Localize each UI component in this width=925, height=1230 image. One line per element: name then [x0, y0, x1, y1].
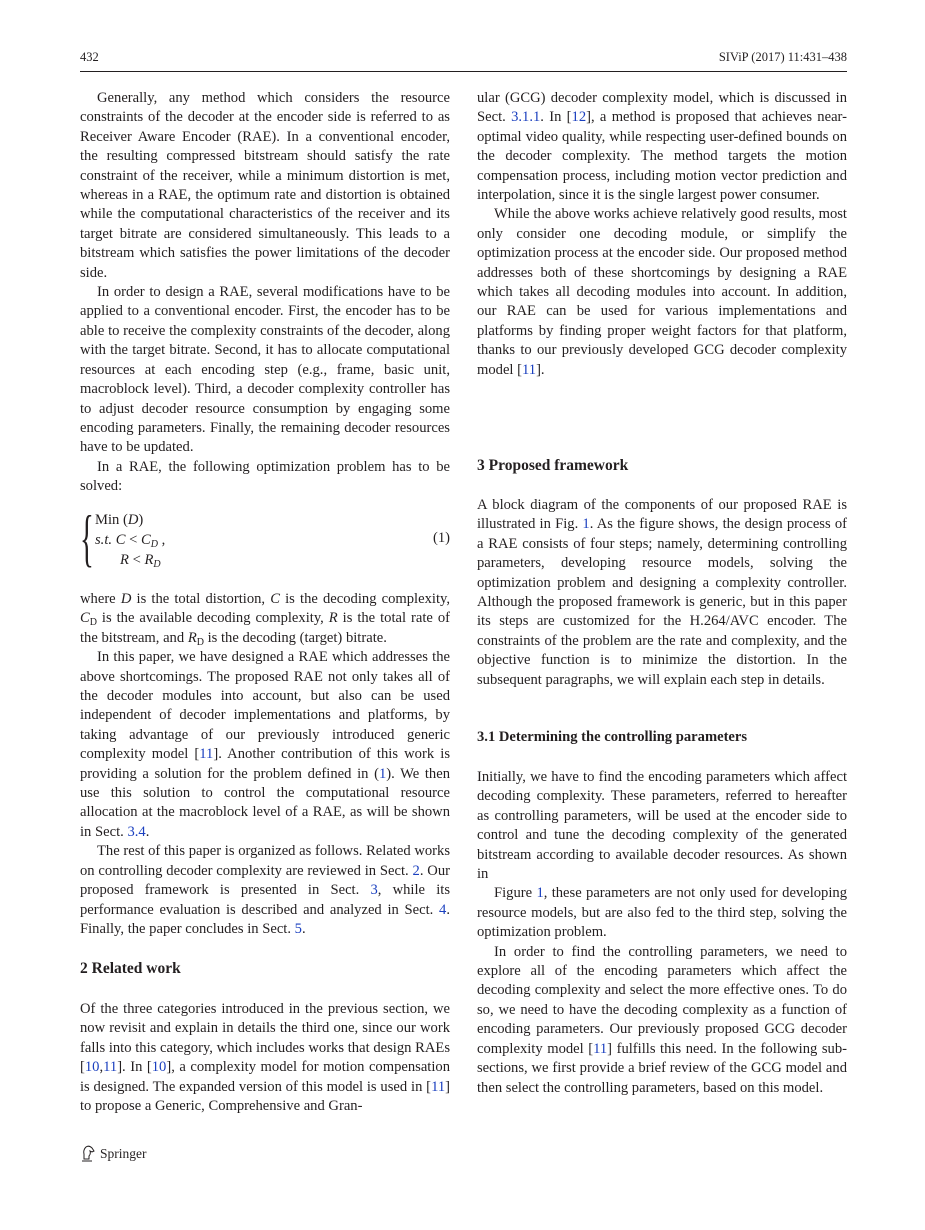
equation-line-3: $R < R_D$ — [120, 552, 161, 570]
citation-link[interactable]: 10 — [84, 1059, 100, 1076]
math-variable: R — [187, 629, 197, 646]
citation-link[interactable]: 1 — [536, 885, 544, 902]
left-block-1 — [80, 89, 450, 497]
paragraph: Figure 1, these parameters are not only used for developing resource models, but are also fed to the third step, solving the optimization problem. — [477, 885, 847, 941]
citation-link[interactable]: 4 — [439, 901, 447, 918]
citation-link[interactable]: 3.1.1 — [511, 109, 541, 126]
right-block-3 — [477, 768, 847, 1098]
paragraph: In this paper, we have designed a RAE which addresses the above shortcomings. The proposed RAE not only takes all of the decoder modules into account, but also can be used independent of decoder implementations and platforms, by taking advantage of our previously introduced generic complexity model [11]. Another contribution of this work is providing a solution for the problem defined in (1). We then use this solution to control the computational resource allocation at the macroblock level of a RAE, as will be shown in Sect. 3.4. — [80, 649, 450, 840]
left-block-2 — [80, 590, 450, 939]
equation-line-2: s.t. $C < C_D$ , — [95, 532, 166, 550]
citation-link[interactable]: 11 — [522, 361, 537, 378]
paragraph: In order to find the controlling parameters, we need to explore all of the encoding parameters which affect the decoding complexity and select the more effective ones. To do so, we need to have the decoding complexity as a function of encoding parameters. Our previously proposed GCG decoder complexity model [11] fulfills this need. In the following sub-sections, we first provide a brief review of the GCG model and then select the controlling parameters, based on this model. — [477, 943, 847, 1096]
math-variable: D — [120, 591, 132, 607]
right-block-1 — [477, 89, 847, 380]
paragraph: In a RAE, the following optimization problem has to be solved: — [80, 458, 450, 495]
math-variable: R — [328, 610, 338, 627]
math-variable: C — [80, 610, 90, 627]
left-block-3 — [80, 1000, 450, 1116]
equation-1 — [80, 502, 450, 576]
running-header: SIViP (2017) 11:431–438 — [718, 50, 847, 64]
math-subscript: D — [196, 636, 204, 648]
brace-symbol: { — [80, 502, 94, 573]
citation-link[interactable]: 11 — [431, 1078, 446, 1095]
section-heading-proposed-framework: 3 Proposed framework — [477, 457, 629, 474]
page-number: 432 — [80, 50, 99, 64]
paragraph: Of the three categories introduced in the previous section, we now revisit and explain in details the third one, since our work falls into this category, which includes works that design RAEs [10,11]. In [10], a complexity model for motion compensation is designed. The expanded version of this model is used in [11] to propose a Generic, Comprehensive and Gran- — [80, 1001, 450, 1115]
citation-link[interactable]: 12 — [571, 109, 587, 126]
footer — [80, 1145, 147, 1162]
citation-link[interactable]: 2 — [412, 862, 420, 879]
math-variable: C — [270, 591, 280, 607]
right-block-2 — [477, 496, 847, 690]
citation-link[interactable]: 11 — [103, 1059, 118, 1076]
springer-horse-icon — [80, 1145, 96, 1162]
citation-link[interactable]: 11 — [199, 746, 214, 763]
paragraph: Generally, any method which considers the resource constraints of the decoder at the encoder side is referred to as Receiver Aware Encoder (RAE). In a conventional encoder, the resulting compressed bitstream should satisfy the rate constraint of the receiver, while a minimum distortion is met, whereas in a RAE, the optimum rate and distortion is obtained while the computational characteristics of the receiver and its target bitrate are considered simultaneously. This leads to a bitstream which satisfies the power limitations of the decoder side. — [80, 90, 450, 281]
equation-line-1: Min (D) — [95, 512, 144, 528]
paragraph: The rest of this paper is organized as follows. Related works on controlling decoder complexity are reviewed in Sect. 2. Our proposed framework is presented in Sect. 3, while its performance evaluation is described and analyzed in Sect. 4. Finally, the paper concludes in Sect. 5. — [80, 843, 450, 937]
citation-link[interactable]: 5 — [294, 920, 302, 937]
publisher-name: Springer — [100, 1145, 147, 1161]
paragraph: ular (GCG) decoder complexity model, which is discussed in Sect. 3.1.1. In [12], a method is proposed that achieves near-optimal video quality, while respecting user-defined bounds on the decoder complexity. The method targets the motion compensation process, including motion vector prediction and interpolation, since it is the single largest power consumer. — [477, 90, 847, 204]
equation-number: (1) — [432, 530, 450, 546]
citation-link[interactable]: 1 — [582, 516, 590, 533]
citation-link[interactable]: 1 — [378, 765, 387, 782]
math-subscript: D — [89, 617, 97, 629]
paragraph: While the above works achieve relatively good results, most only consider one decoding module, or simplify the optimization process at the encoder side. Our proposed method addresses both of these shortcomings by designing a RAE which takes all decoding modules into account. In addition, our RAE can be used for various implementations and platforms by finding proper weight factors for that platform, thanks to our previously developed GCG decoder complexity model [11]. — [477, 206, 847, 378]
paragraph: A block diagram of the components of our proposed RAE is illustrated in Fig. 1. As the figure shows, the design process of a RAE consists of four steps; namely, determining controlling parameters, developing resource models, solving the optimization problem and designing a complexity controller. Although the proposed framework is generic, but in this paper its steps are customized for the H.264/AVC encoder. The constraints of the problem are the rate and complexity, and the objective function is to minimize the distortion. In the subsequent paragraphs, we will explain each step in details. — [477, 497, 848, 688]
citation-link[interactable]: 3.4 — [127, 823, 146, 840]
citation-link[interactable]: 3 — [370, 882, 378, 899]
header-rule — [80, 71, 847, 72]
citation-link[interactable]: 10 — [151, 1059, 167, 1076]
paragraph: where D is the total distortion, C is the decoding complexity, $C_D$ is the available decoding complexity, R is the total rate of the bitstream, and $R_D$ is the decoding (target) bitrate. — [80, 591, 450, 648]
paragraph: In order to design a RAE, several modifications have to be applied to a conventional encoder. First, the encoder has to be able to receive the complexity constraints of the decoder, along with the target bitrate. Second, it has to allocate computational resources at each encoding step (e.g., frame, basic unit, macroblock level). Third, a decoder complexity controller has to adjust decoder resource consumption by engaging some encoding parameters. Finally, the remaining decoder resources have to be updated. — [80, 284, 450, 456]
paragraph: Initially, we have to find the encoding parameters which affect decoding complexity. These parameters, referred to hereafter as controlling parameters, will be used at the encoder side to control and tune the decoding complexity of the generated bitstream according to available decoder resources. As shown in — [477, 769, 847, 883]
section-heading-related-work: 2 Related work — [80, 960, 181, 977]
citation-link[interactable]: 11 — [593, 1040, 608, 1057]
subsection-heading-controlling-parameters: 3.1 Determining the controlling parameters — [477, 729, 748, 745]
